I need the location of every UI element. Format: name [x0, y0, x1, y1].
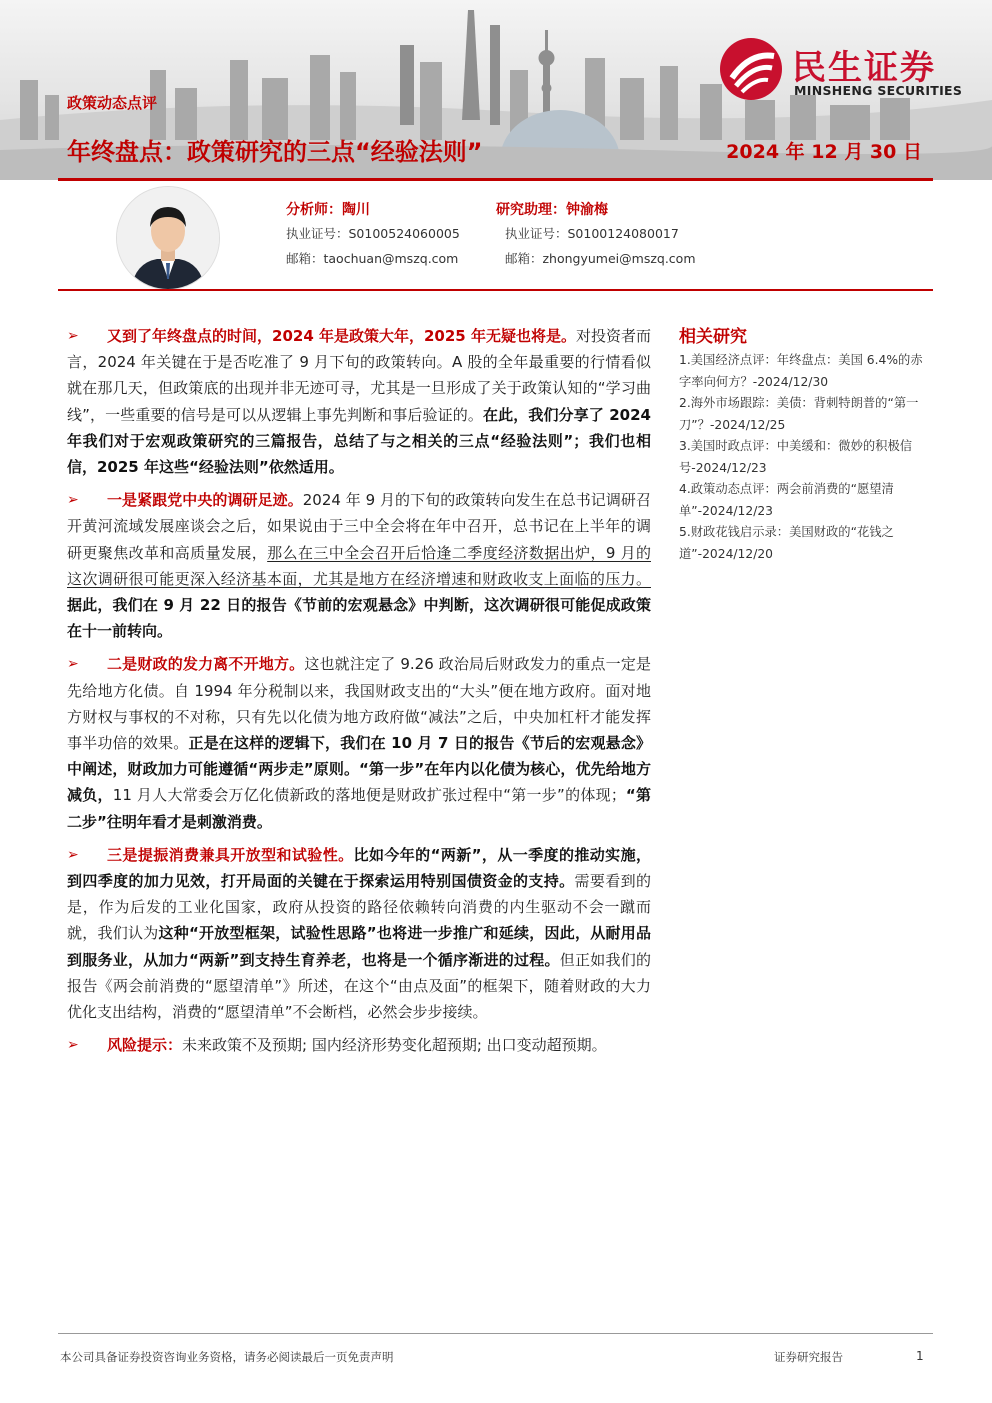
rule2-heading: 二是财政的发力离不开地方。: [107, 655, 305, 674]
body-paragraph-intro: [67, 323, 651, 480]
related-research-title: 相关研究: [679, 327, 747, 347]
footer-divider: [58, 1333, 933, 1334]
analyst-divider: [58, 289, 933, 291]
rule3-text-2: 但正如我们的报告《两会前消费的“愿望清单”》所述，在这个“由点及面”的框架下，随着财政的大力优化支出结构，消费的“愿望清单”不会断档，必然会步步接续。: [67, 950, 651, 1022]
assistant-cert-number: 执业证号：S0100124080017: [505, 226, 679, 241]
rule2-text-2: 11 月人大常委会万亿化债新政的落地便是财政扩张过程中“第一步”的体现；: [112, 786, 626, 805]
report-body: [67, 323, 651, 1065]
analyst-email[interactable]: 邮箱：taochuan@mszq.com: [286, 251, 459, 266]
rule1-bold-text: 据此，我们在 9 月 22 日的报告《节前的宏观悬念》中判断，这次调研很可能促成政策在十一前转向。: [67, 596, 651, 641]
related-research-item[interactable]: 1.美国经济点评：年终盘点：美国 6.4%的赤字率向何方？-2024/12/30: [679, 353, 923, 389]
footer-report-type: 证券研究报告: [774, 1350, 843, 1364]
analyst-cert-number: 执业证号：S0100524060005: [286, 226, 460, 241]
footer-disclaimer: 本公司具备证券投资咨询业务资格，请务必阅读最后一页免责声明: [60, 1350, 394, 1364]
body-paragraph-rule1: [67, 487, 651, 644]
risk-text: 未来政策不及预期; 国内经济形势变化超预期; 出口变动超预期。: [182, 1036, 607, 1055]
rule3-bold-text: 比如今年的“两新”，从一季度的推动实施，到四季度的加力见效，打开局面的关键在于探索运用特别国债资金的支持。: [67, 845, 651, 891]
bullet-arrow-icon: ➢: [67, 328, 79, 344]
header-banner: [0, 0, 992, 180]
rule3-heading: 三是提振消费兼具开放型和试验性。: [107, 845, 354, 864]
assistant-email[interactable]: 邮箱：zhongyumei@mszq.com: [505, 251, 696, 266]
rule2-text: 这也就注定了 9.26 政治局后财政发力的重点一定是先给地方化债。自 1994 年分税制以来，我国财政支出的“大头”便在地方政府。面对地方财权与事权的不对称，只有先以化债为地方政府做“减法”之后，中央加杠杆才能发挥事半功倍的效果。: [67, 655, 651, 753]
rule3-text: 需要看到的是，作为后发的工业化国家，政府从投资的路径依赖转向消费的内生驱动不会一蹴而就，我们认为: [67, 872, 651, 943]
assistant-name: 研究助理：钟渝梅: [496, 202, 608, 218]
bullet-arrow-icon: ➢: [67, 1037, 79, 1054]
related-research-item[interactable]: 3.美国时政点评：中美缓和：微妙的积极信号-2024/12/23: [679, 439, 913, 475]
intro-heading: 又到了年终盘点的时间，2024 年是政策大年，2025 年无疑也将是。: [107, 327, 576, 345]
rule3-bold-text-2: 这种“开放型框架，试验性思路”也将进一步推广和延续，因此，从耐用品到服务业，从加力“两新”到支持生育养老，也将是一个循序渐进的过程。: [67, 924, 651, 969]
rule2-bold-text: 正是在这样的逻辑下，我们在 10 月 7 日的报告《节后的宏观悬念》中阐述，财政加力可能遵循“两步走”原则。“第一步”在年内以化债为核心，优先给地方减负，: [67, 734, 651, 805]
logo-mark-icon: [720, 38, 782, 100]
related-research-list: [679, 350, 931, 565]
intro-text: 对投资者而言，2024 年关键在于是否吃准了 9 月下旬的政策转向。A 股的全年最重要的行情看似就在那几天，但政策底的出现并非无迹可寻，尤其是一旦形成了关于政策认知的“学习曲线”，一些重要的信号是可以从逻辑上事先判断和事后验证的。: [67, 327, 651, 424]
logo-english-name: MINSHENG SECURITIES: [794, 83, 963, 98]
related-research-item[interactable]: 4.政策动态点评：两会前消费的“愿望清单”-2024/12/23: [679, 482, 894, 518]
bullet-arrow-icon: ➢: [67, 656, 79, 673]
analyst-avatar: [116, 186, 220, 290]
rule1-heading: 一是紧跟党中央的调研足迹。: [107, 491, 303, 510]
body-paragraph-rule3: [67, 842, 651, 1025]
risk-heading: 风险提示：: [107, 1036, 183, 1055]
rule1-underlined-text: 那么在三中全会召开后恰逢二季度经济数据出炉，9 月的这次调研很可能更深入经济基本面，尤其是地方在经济增速和财政收支上面临的压力。: [67, 543, 651, 588]
header-divider: [58, 178, 933, 181]
report-title: 年终盘点：政策研究的三点“经验法则”: [67, 138, 483, 166]
company-logo: [720, 38, 970, 108]
related-research-item[interactable]: 2.海外市场跟踪：美债：背刺特朗普的“第一刀”？-2024/12/25: [679, 396, 919, 432]
body-paragraph-risk: [67, 1032, 651, 1058]
logo-chinese-name: 民生证券: [792, 48, 936, 88]
rule1-text: 2024 年 9 月的下旬的政策转向发生在总书记调研召开黄河流域发展座谈会之后，如果说由于三中全会将在年中召开，总书记在上半年的调研更聚焦改革和高质量发展，: [67, 491, 651, 562]
bullet-arrow-icon: ➢: [67, 492, 79, 509]
bullet-arrow-icon: ➢: [67, 846, 79, 863]
body-paragraph-rule2: [67, 651, 651, 834]
report-date: 2024 年 12 月 30 日: [726, 141, 922, 163]
report-category: 政策动态点评: [67, 94, 158, 112]
page-number: 1: [916, 1349, 924, 1363]
rule2-bold-text-2: “第二步”往明年看才是刺激消费。: [67, 786, 651, 831]
related-research-item[interactable]: 5.财政花钱启示录：美国财政的“花钱之道”-2024/12/20: [679, 525, 894, 561]
analyst-name: 分析师：陶川: [286, 202, 370, 218]
intro-bold-text: 在此，我们分享了 2024 年我们对于宏观政策研究的三篇报告，总结了与之相关的三点“经验法则”；我们也相信，2025 年这些“经验法则”依然适用。: [67, 405, 651, 477]
